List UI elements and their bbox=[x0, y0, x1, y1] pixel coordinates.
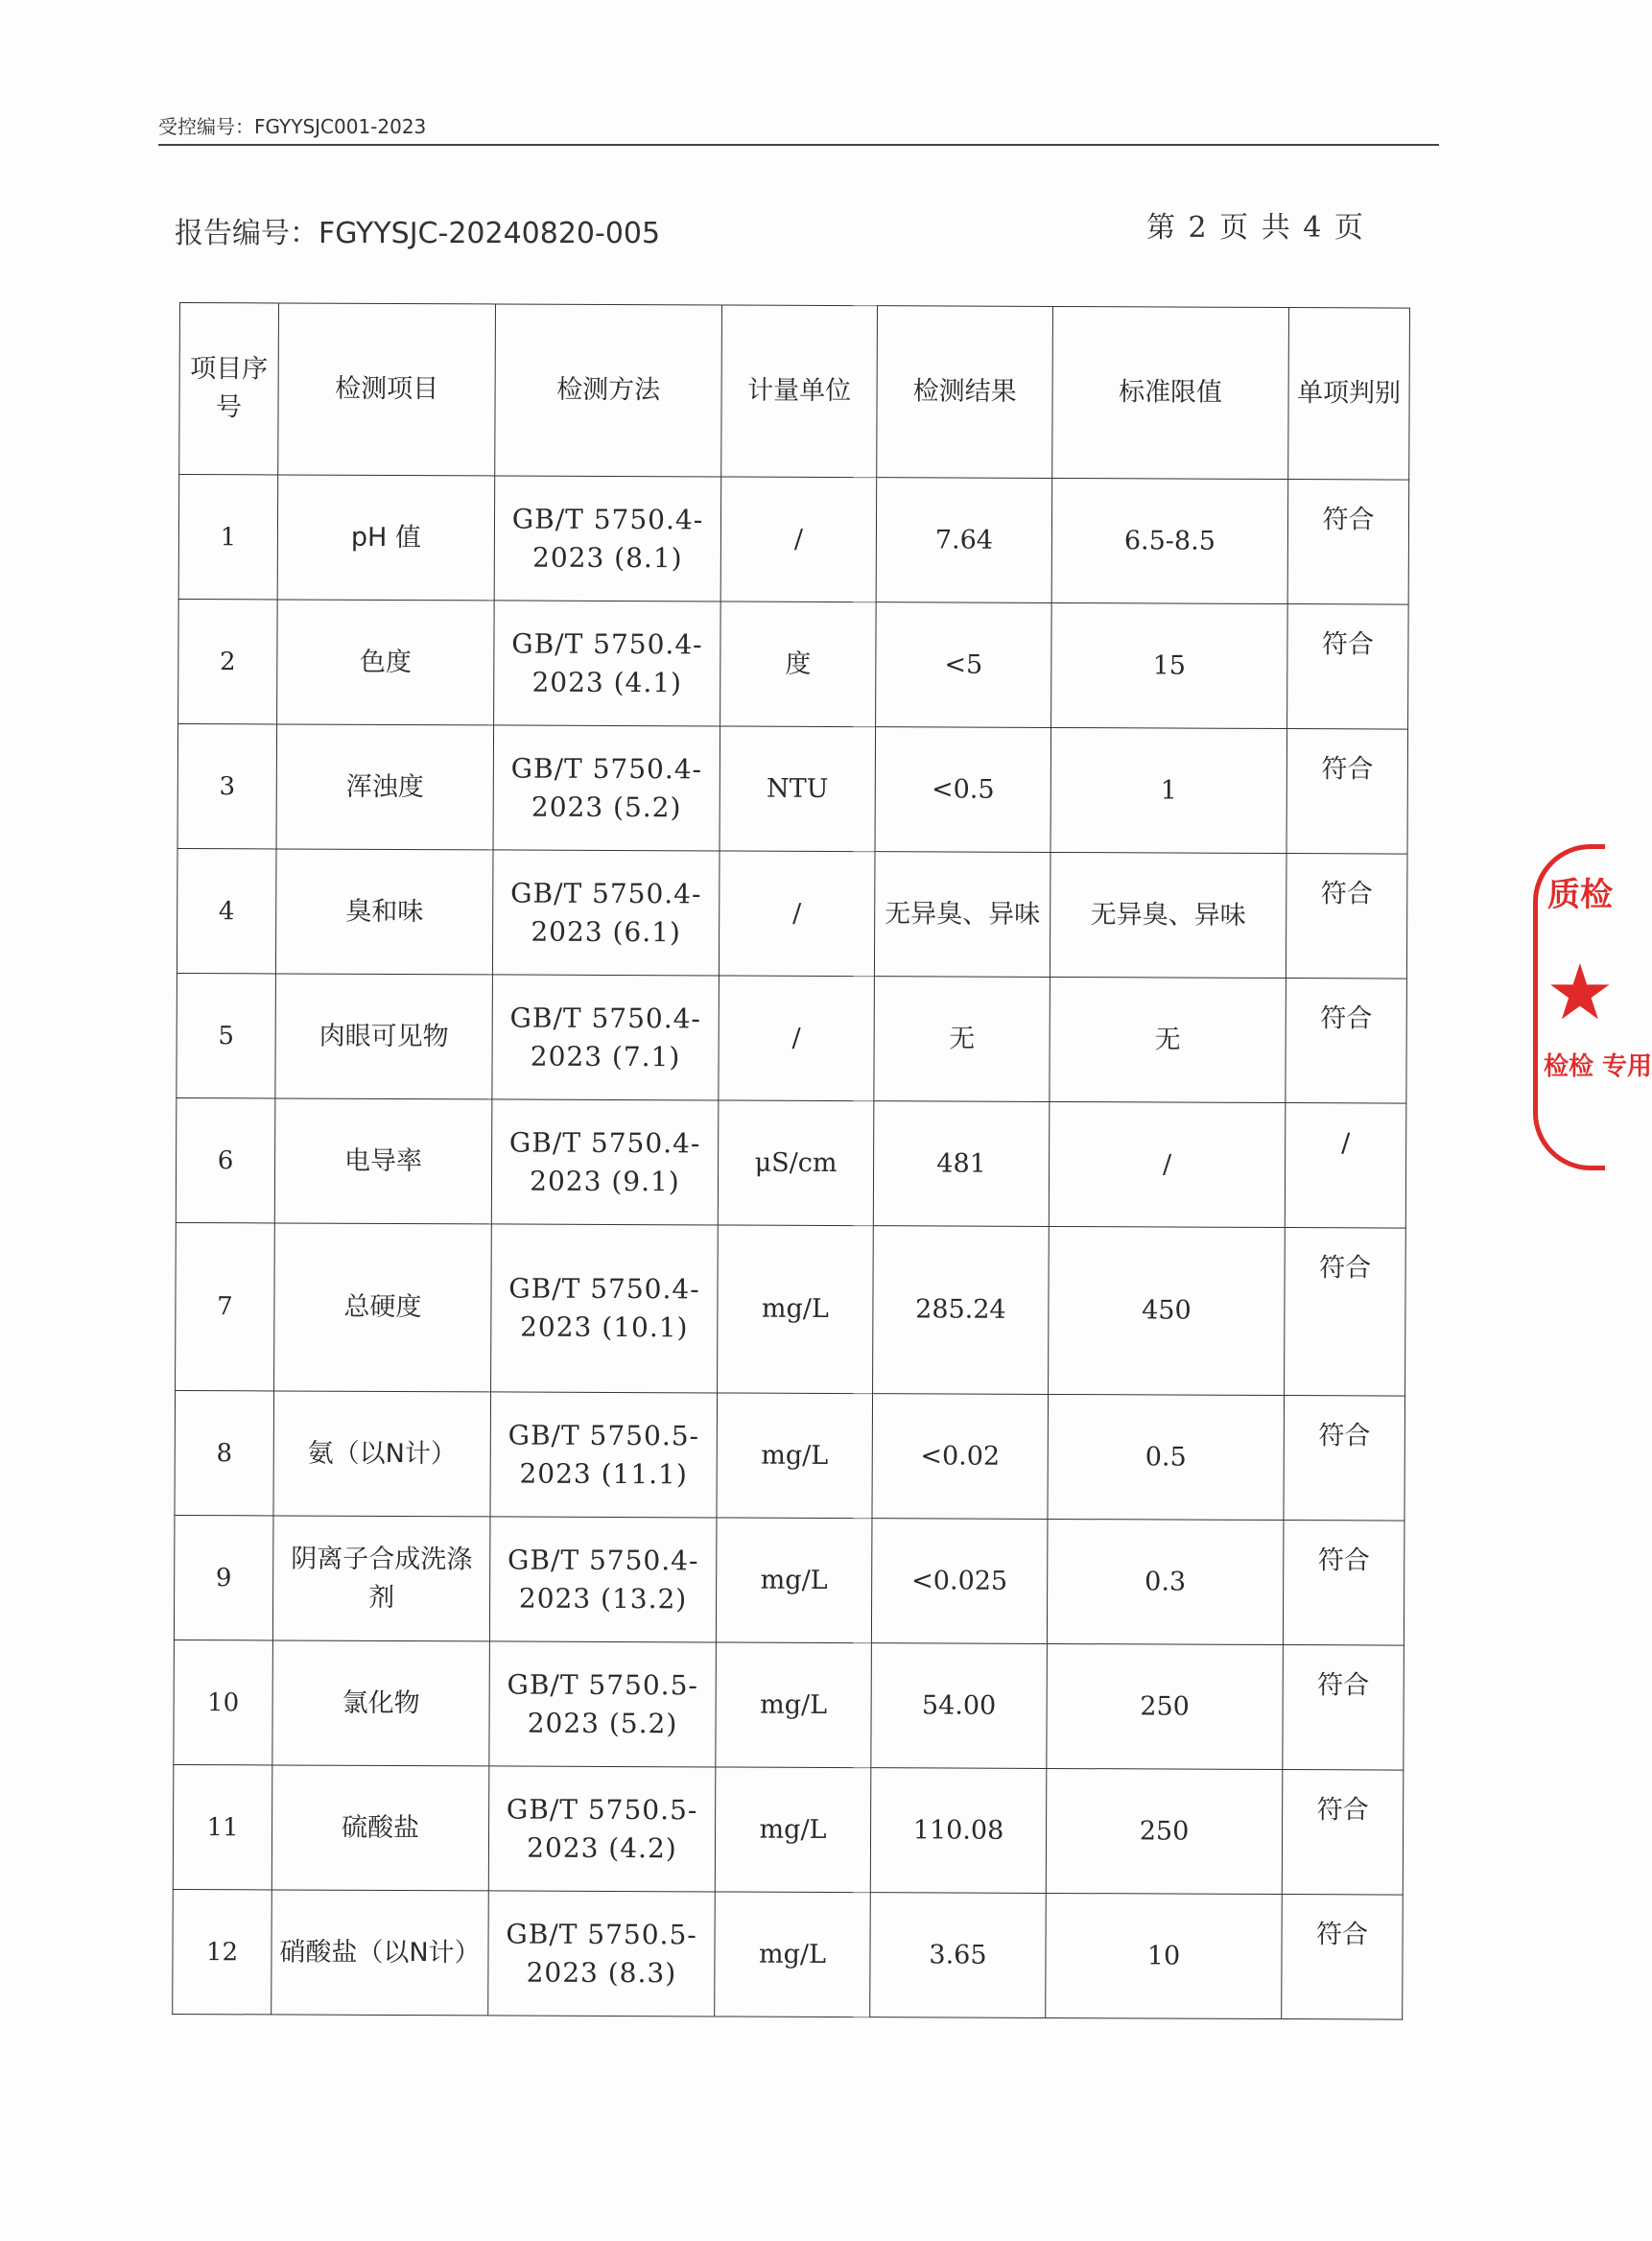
row-result: 7.64 bbox=[876, 478, 1052, 603]
row-unit: mg/L bbox=[716, 1518, 872, 1643]
row-item: 色度 bbox=[277, 600, 495, 725]
row-method: GB/T 5750.5-2023 (5.2) bbox=[489, 1641, 717, 1767]
row-unit: mg/L bbox=[716, 1642, 872, 1768]
inspection-seal bbox=[1533, 844, 1652, 1170]
row-judge: 符合 bbox=[1286, 729, 1408, 855]
row-item: 氯化物 bbox=[272, 1640, 490, 1766]
results-table bbox=[172, 302, 1410, 2020]
row-item: 阴离子合成洗涤剂 bbox=[272, 1516, 490, 1641]
seal-text-top: 质检 bbox=[1547, 876, 1613, 914]
row-limit: 0.3 bbox=[1047, 1519, 1284, 1644]
row-result: 无异臭、异味 bbox=[874, 852, 1050, 978]
row-unit: / bbox=[719, 976, 875, 1101]
row-method: GB/T 5750.4-2023 (5.2) bbox=[493, 725, 720, 851]
row-unit: 度 bbox=[720, 602, 877, 727]
row-item: pH 值 bbox=[277, 475, 495, 601]
row-no: 7 bbox=[176, 1222, 275, 1390]
col-header-limit: 标准限值 bbox=[1052, 306, 1289, 479]
table-row bbox=[176, 1097, 1406, 1228]
row-judge: 符合 bbox=[1283, 1521, 1404, 1646]
col-header-result: 检测结果 bbox=[877, 306, 1053, 479]
row-no: 10 bbox=[174, 1639, 273, 1764]
row-item: 硝酸盐（以N计） bbox=[271, 1890, 489, 2016]
row-item: 硫酸盐 bbox=[271, 1765, 489, 1891]
row-limit: 250 bbox=[1046, 1768, 1283, 1894]
row-unit: μS/cm bbox=[718, 1100, 874, 1226]
row-item: 臭和味 bbox=[275, 849, 493, 975]
col-header-item: 检测项目 bbox=[278, 303, 496, 476]
control-number: 受控编号：FGYYSJC001-2023 bbox=[158, 115, 1439, 146]
table-row bbox=[176, 1222, 1406, 1396]
star-icon: ★ bbox=[1546, 948, 1615, 1037]
table-row bbox=[178, 599, 1409, 729]
table-row bbox=[173, 1889, 1404, 2019]
row-unit: mg/L bbox=[715, 1892, 871, 2017]
row-method: GB/T 5750.5-2023 (8.3) bbox=[488, 1891, 716, 2017]
row-result: <0.02 bbox=[872, 1394, 1049, 1520]
table-header-row bbox=[179, 303, 1410, 481]
row-limit: 1 bbox=[1050, 727, 1287, 853]
page-indicator: 第 2 页 共 4 页 bbox=[1146, 211, 1365, 245]
row-limit: 无异臭、异味 bbox=[1050, 852, 1286, 978]
row-result: <0.025 bbox=[871, 1519, 1048, 1644]
seal-text-bottom: 检检 专用 bbox=[1544, 1052, 1652, 1081]
row-judge: 符合 bbox=[1283, 1645, 1404, 1771]
table-row bbox=[175, 1390, 1405, 1521]
row-limit: 无 bbox=[1050, 977, 1286, 1102]
row-result: 3.65 bbox=[870, 1893, 1047, 2018]
row-unit: mg/L bbox=[715, 1767, 871, 1893]
row-result: <0.5 bbox=[875, 727, 1051, 853]
row-unit: / bbox=[719, 851, 875, 977]
col-header-unit: 计量单位 bbox=[721, 305, 878, 478]
row-result: 481 bbox=[873, 1101, 1050, 1227]
row-result: 无 bbox=[874, 977, 1050, 1102]
row-judge: 符合 bbox=[1286, 979, 1407, 1104]
row-method: GB/T 5750.4-2023 (4.1) bbox=[494, 601, 721, 726]
row-judge: 符合 bbox=[1285, 1228, 1406, 1397]
row-limit: 450 bbox=[1049, 1226, 1286, 1395]
row-result: 285.24 bbox=[873, 1226, 1050, 1395]
row-no: 3 bbox=[177, 723, 277, 848]
row-item: 肉眼可见物 bbox=[275, 974, 493, 1099]
report-number: 报告编号：FGYYSJC-20240820-005 bbox=[175, 217, 661, 250]
row-no: 11 bbox=[173, 1764, 272, 1889]
row-limit: 10 bbox=[1046, 1893, 1283, 2018]
row-no: 1 bbox=[178, 475, 278, 600]
col-header-judge: 单项判别 bbox=[1288, 308, 1410, 481]
row-no: 6 bbox=[176, 1097, 275, 1222]
row-judge: / bbox=[1285, 1103, 1406, 1229]
row-method: GB/T 5750.4-2023 (6.1) bbox=[492, 850, 720, 976]
row-item: 浑浊度 bbox=[276, 724, 494, 850]
table-row bbox=[177, 973, 1407, 1103]
table-row bbox=[174, 1639, 1404, 1770]
row-no: 12 bbox=[173, 1889, 272, 2014]
row-method: GB/T 5750.4-2023 (10.1) bbox=[491, 1224, 719, 1393]
col-header-method: 检测方法 bbox=[495, 304, 722, 477]
row-judge: 符合 bbox=[1286, 854, 1407, 979]
row-result: <5 bbox=[876, 602, 1052, 728]
row-limit: 250 bbox=[1047, 1643, 1284, 1769]
col-header-no: 项目序号 bbox=[179, 303, 279, 475]
row-unit: NTU bbox=[720, 726, 876, 852]
row-judge: 符合 bbox=[1287, 604, 1409, 730]
row-limit: 6.5-8.5 bbox=[1051, 478, 1288, 603]
row-method: GB/T 5750.5-2023 (11.1) bbox=[490, 1392, 718, 1518]
row-unit: mg/L bbox=[718, 1225, 874, 1394]
row-limit: 0.5 bbox=[1048, 1394, 1285, 1520]
table-row bbox=[178, 475, 1409, 605]
row-no: 4 bbox=[177, 848, 276, 973]
row-judge: 符合 bbox=[1284, 1396, 1405, 1522]
row-result: 110.08 bbox=[870, 1768, 1047, 1894]
row-unit: / bbox=[720, 477, 877, 602]
row-item: 总硬度 bbox=[274, 1223, 492, 1392]
table-row bbox=[177, 723, 1408, 854]
row-no: 5 bbox=[177, 973, 276, 1097]
row-limit: 15 bbox=[1051, 602, 1288, 728]
row-no: 2 bbox=[178, 599, 278, 723]
table-row bbox=[173, 1764, 1404, 1895]
table-row bbox=[174, 1515, 1404, 1645]
row-item: 电导率 bbox=[274, 1098, 492, 1224]
row-method: GB/T 5750.4-2023 (8.1) bbox=[494, 476, 721, 602]
row-judge: 符合 bbox=[1287, 480, 1409, 605]
row-judge: 符合 bbox=[1282, 1770, 1404, 1896]
row-no: 9 bbox=[174, 1515, 273, 1639]
row-method: GB/T 5750.4-2023 (9.1) bbox=[491, 1099, 719, 1225]
row-method: GB/T 5750.4-2023 (7.1) bbox=[492, 975, 720, 1100]
row-method: GB/T 5750.4-2023 (13.2) bbox=[489, 1517, 717, 1642]
row-no: 8 bbox=[175, 1390, 274, 1515]
table-row bbox=[177, 848, 1407, 979]
row-limit: / bbox=[1049, 1101, 1286, 1227]
row-result: 54.00 bbox=[871, 1643, 1048, 1769]
row-method: GB/T 5750.5-2023 (4.2) bbox=[488, 1766, 716, 1892]
row-judge: 符合 bbox=[1282, 1895, 1404, 2020]
row-item: 氨（以N计） bbox=[273, 1391, 491, 1517]
row-unit: mg/L bbox=[717, 1393, 873, 1519]
